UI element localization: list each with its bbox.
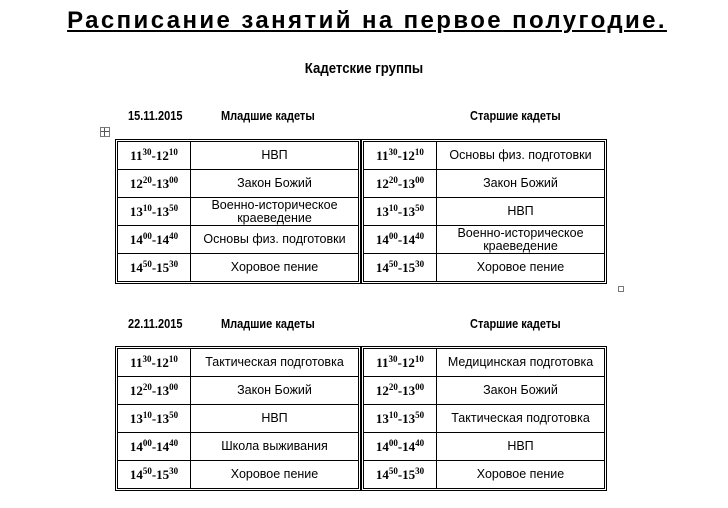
end-hour: 12: [401, 147, 415, 163]
start-minute: 10: [142, 202, 152, 213]
end-hour: 13: [156, 203, 170, 219]
start-hour: 12: [129, 382, 143, 398]
schedule-table-junior-week1: [115, 139, 361, 284]
subject-cell: Школа выживания: [191, 433, 359, 461]
end-hour: 13: [402, 410, 416, 426]
page-title: Расписание занятий на первое полугодие.: [67, 7, 667, 34]
end-hour: 12: [401, 354, 415, 370]
time-cell: $14^{50}-15^{30}$: [364, 461, 437, 489]
start-hour: 14: [129, 466, 143, 482]
time-cell: $11^{30}-12^{10}$: [364, 142, 437, 170]
table-row: [364, 433, 605, 461]
schedule-table-senior-week2: [361, 346, 607, 491]
start-minute: 20: [142, 381, 152, 392]
start-minute: 10: [142, 409, 152, 420]
subject-cell: Хоровое пение: [437, 254, 605, 282]
time-cell: $11^{30}-12^{10}$: [118, 349, 191, 377]
table-row: [364, 254, 605, 282]
end-minute: 40: [169, 437, 179, 448]
time-cell: $14^{50}-15^{30}$: [118, 461, 191, 489]
end-minute: 00: [169, 174, 179, 185]
start-hour: 12: [129, 175, 143, 191]
start-hour: 14: [129, 438, 143, 454]
end-minute: 30: [169, 258, 179, 269]
start-minute: 30: [388, 146, 398, 157]
subject-cell: Закон Божий: [437, 377, 605, 405]
end-hour: 13: [156, 410, 170, 426]
end-minute: 00: [415, 381, 425, 392]
end-hour: 15: [156, 259, 170, 275]
start-hour: 14: [375, 438, 389, 454]
end-hour: 13: [156, 175, 170, 191]
start-hour: 14: [375, 231, 389, 247]
subject-cell: НВП: [191, 142, 359, 170]
subject-cell: НВП: [437, 198, 605, 226]
subject-cell: Основы физ. подготовки: [191, 226, 359, 254]
subject-cell: Закон Божий: [191, 170, 359, 198]
time-cell: $12^{20}-13^{00}$: [364, 170, 437, 198]
senior-group-label: Старшие кадеты: [470, 317, 561, 331]
start-hour: 13: [129, 203, 143, 219]
end-minute: 10: [414, 146, 424, 157]
end-minute: 50: [169, 202, 179, 213]
end-minute: 10: [414, 353, 424, 364]
time-cell: $12^{20}-13^{00}$: [118, 170, 191, 198]
end-minute: 30: [415, 465, 425, 476]
table-row: [118, 377, 359, 405]
end-hour: 14: [402, 231, 416, 247]
start-minute: 10: [388, 409, 398, 420]
schedule-table-junior-week2: [115, 346, 361, 491]
subject-cell: Закон Божий: [437, 170, 605, 198]
end-minute: 40: [169, 230, 179, 241]
start-hour: 14: [129, 259, 143, 275]
end-minute: 10: [168, 353, 178, 364]
end-minute: 00: [415, 174, 425, 185]
end-minute: 30: [415, 258, 425, 269]
start-minute: 50: [388, 465, 398, 476]
table-row: [118, 461, 359, 489]
time-cell: $14^{00}-14^{40}$: [364, 433, 437, 461]
end-minute: 10: [168, 146, 178, 157]
end-minute: 40: [415, 230, 425, 241]
subject-cell: Военно-историческое краеведение: [437, 226, 605, 254]
junior-group-label: Младшие кадеты: [221, 317, 315, 331]
table-row: [118, 433, 359, 461]
end-hour: 15: [402, 259, 416, 275]
start-minute: 30: [142, 146, 152, 157]
time-cell: $13^{10}-13^{50}$: [364, 198, 437, 226]
week-date: 22.11.2015: [128, 317, 183, 331]
time-cell: $13^{10}-13^{50}$: [364, 405, 437, 433]
table-resize-handle-icon[interactable]: [618, 286, 624, 292]
time-cell: $11^{30}-12^{10}$: [364, 349, 437, 377]
end-hour: 15: [402, 466, 416, 482]
end-minute: 30: [169, 465, 179, 476]
start-hour: 13: [375, 203, 389, 219]
start-hour: 13: [375, 410, 389, 426]
start-minute: 00: [388, 230, 398, 241]
start-hour: 12: [375, 175, 389, 191]
end-hour: 13: [402, 203, 416, 219]
time-cell: $11^{30}-12^{10}$: [118, 142, 191, 170]
start-minute: 20: [388, 381, 398, 392]
time-cell: $12^{20}-13^{00}$: [118, 377, 191, 405]
end-minute: 00: [169, 381, 179, 392]
subject-cell: Закон Божий: [191, 377, 359, 405]
table-row: [364, 226, 605, 254]
time-cell: $12^{20}-13^{00}$: [364, 377, 437, 405]
start-minute: 20: [388, 174, 398, 185]
start-minute: 00: [142, 437, 152, 448]
subject-cell: Тактическая подготовка: [191, 349, 359, 377]
subject-cell: НВП: [437, 433, 605, 461]
table-row: [118, 198, 359, 226]
end-minute: 40: [415, 437, 425, 448]
page-subtitle: Кадетские группы: [304, 60, 424, 77]
time-cell: $14^{00}-14^{40}$: [364, 226, 437, 254]
time-cell: $13^{10}-13^{50}$: [118, 405, 191, 433]
start-minute: 30: [388, 353, 398, 364]
start-minute: 50: [388, 258, 398, 269]
start-hour: 11: [376, 147, 389, 163]
time-cell: $13^{10}-13^{50}$: [118, 198, 191, 226]
subject-cell: Хоровое пение: [437, 461, 605, 489]
subject-cell: НВП: [191, 405, 359, 433]
senior-group-label: Старшие кадеты: [470, 109, 561, 123]
end-hour: 13: [402, 382, 416, 398]
start-hour: 14: [375, 466, 389, 482]
end-hour: 12: [155, 354, 169, 370]
start-hour: 12: [375, 382, 389, 398]
time-cell: $14^{00}-14^{40}$: [118, 226, 191, 254]
table-row: [364, 405, 605, 433]
subject-cell: Хоровое пение: [191, 461, 359, 489]
start-hour: 13: [129, 410, 143, 426]
table-row: [364, 349, 605, 377]
time-cell: $14^{00}-14^{40}$: [118, 433, 191, 461]
junior-group-label: Младшие кадеты: [221, 109, 315, 123]
start-hour: 11: [130, 354, 143, 370]
table-row: [364, 170, 605, 198]
start-minute: 50: [142, 465, 152, 476]
subject-cell: Медицинская подготовка: [437, 349, 605, 377]
table-row: [118, 142, 359, 170]
end-minute: 50: [415, 409, 425, 420]
start-minute: 00: [142, 230, 152, 241]
end-hour: 13: [402, 175, 416, 191]
subject-cell: Военно-историческое краеведение: [191, 198, 359, 226]
start-hour: 11: [130, 147, 143, 163]
table-row: [364, 142, 605, 170]
table-row: [118, 405, 359, 433]
schedule-table-senior-week1: [361, 139, 607, 284]
subject-cell: Хоровое пение: [191, 254, 359, 282]
time-cell: $14^{50}-15^{30}$: [118, 254, 191, 282]
table-row: [364, 377, 605, 405]
start-minute: 10: [388, 202, 398, 213]
end-hour: 14: [156, 231, 170, 247]
start-minute: 50: [142, 258, 152, 269]
start-hour: 14: [375, 259, 389, 275]
subject-cell: Основы физ. подготовки: [437, 142, 605, 170]
week-date: 15.11.2015: [128, 109, 183, 123]
end-hour: 12: [155, 147, 169, 163]
table-row: [364, 461, 605, 489]
subject-cell: Тактическая подготовка: [437, 405, 605, 433]
end-minute: 50: [415, 202, 425, 213]
end-hour: 15: [156, 466, 170, 482]
table-row: [118, 226, 359, 254]
table-row: [364, 198, 605, 226]
start-minute: 20: [142, 174, 152, 185]
start-minute: 30: [142, 353, 152, 364]
end-minute: 50: [169, 409, 179, 420]
table-row: [118, 349, 359, 377]
end-hour: 14: [402, 438, 416, 454]
end-hour: 14: [156, 438, 170, 454]
start-hour: 11: [376, 354, 389, 370]
time-cell: $14^{50}-15^{30}$: [364, 254, 437, 282]
table-row: [118, 170, 359, 198]
start-hour: 14: [129, 231, 143, 247]
table-row: [118, 254, 359, 282]
start-minute: 00: [388, 437, 398, 448]
end-hour: 13: [156, 382, 170, 398]
table-move-handle-icon[interactable]: [100, 127, 110, 137]
